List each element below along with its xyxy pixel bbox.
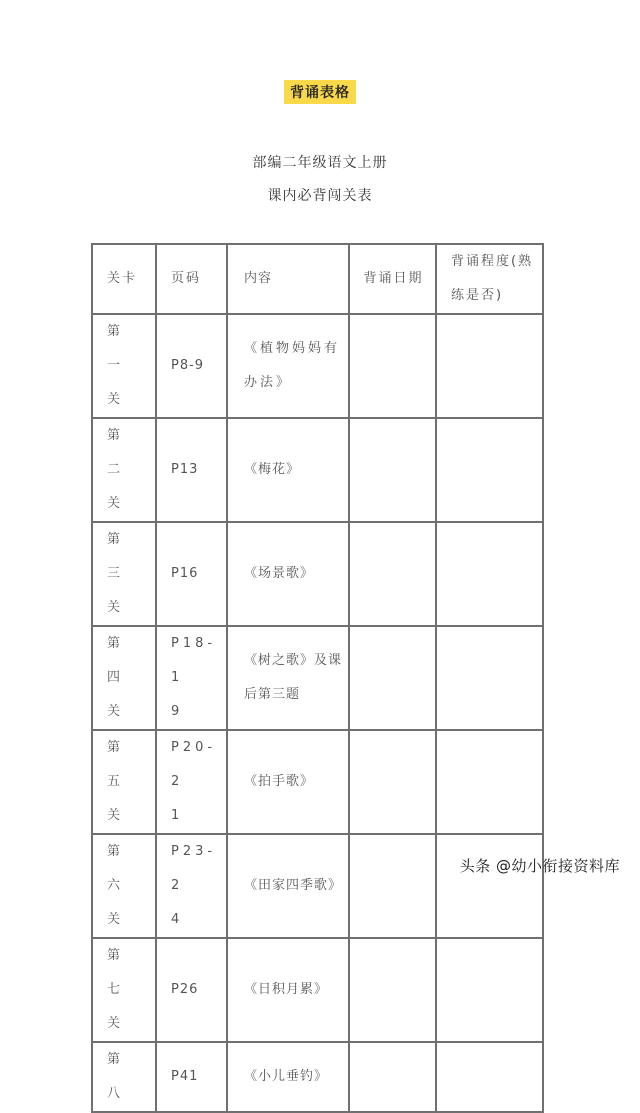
level-cell[interactable] [436,834,543,938]
level-cell[interactable] [436,938,543,1042]
stage-cell: 第 四 关 [92,626,156,730]
date-cell[interactable] [349,834,436,938]
level-cell[interactable] [436,314,543,418]
content-cell: 《植物妈妈有办法》 [227,314,349,418]
stage-cell: 第 三 关 [92,522,156,626]
stage-cell: 第 八 [92,1042,156,1112]
page-cell: P13 [156,418,227,522]
stage-cell: 第 七 关 [92,938,156,1042]
level-cell[interactable] [436,730,543,834]
content-cell: 《拍手歌》 [227,730,349,834]
source-watermark: 头条 @幼小衔接资料库 [459,857,620,875]
stage-cell: 第 一 关 [92,314,156,418]
level-cell[interactable] [436,522,543,626]
table-row [92,938,543,1042]
header-date: 背诵日期 [349,244,436,314]
date-cell[interactable] [349,1042,436,1112]
level-cell[interactable] [436,418,543,522]
header-stage: 关卡 [92,244,156,314]
stage-cell: 第 六 关 [92,834,156,938]
header-content: 内容 [227,244,349,314]
date-cell[interactable] [349,626,436,730]
table-title: 课内必背闯关表 [267,188,373,204]
date-cell[interactable] [349,418,436,522]
table-row [92,1042,543,1112]
level-cell[interactable] [436,626,543,730]
table-row [92,418,543,522]
table-row [92,834,543,938]
content-cell: 《田家四季歌》 [227,834,349,938]
page-cell: P16 [156,522,227,626]
table-header-row [92,244,543,314]
page-cell: P41 [156,1042,227,1112]
page-cell: P18-1 9 [156,626,227,730]
table-row [92,730,543,834]
table-row [92,522,543,626]
level-cell[interactable] [436,1042,543,1112]
content-cell: 《梅花》 [227,418,349,522]
table-row [92,314,543,418]
page-cell: P20-2 1 [156,730,227,834]
content-cell: 《小儿垂钓》 [227,1042,349,1112]
content-cell: 《日积月累》 [227,938,349,1042]
recitation-table [91,243,544,1113]
header-page: 页码 [156,244,227,314]
date-cell[interactable] [349,314,436,418]
date-cell[interactable] [349,730,436,834]
document-subtitle: 部编二年级语文上册 [252,155,388,171]
page-cell: P23-2 4 [156,834,227,938]
date-cell[interactable] [349,938,436,1042]
page-cell: P8-9 [156,314,227,418]
table-row [92,626,543,730]
header-level: 背诵程度(熟 练是否) [436,244,543,314]
content-cell: 《场景歌》 [227,522,349,626]
stage-cell: 第 五 关 [92,730,156,834]
content-cell: 《树之歌》及课后第三题 [227,626,349,730]
date-cell[interactable] [349,522,436,626]
page-cell: P26 [156,938,227,1042]
stage-cell: 第 二 关 [92,418,156,522]
document-title-badge: 背诵表格 [284,80,356,104]
